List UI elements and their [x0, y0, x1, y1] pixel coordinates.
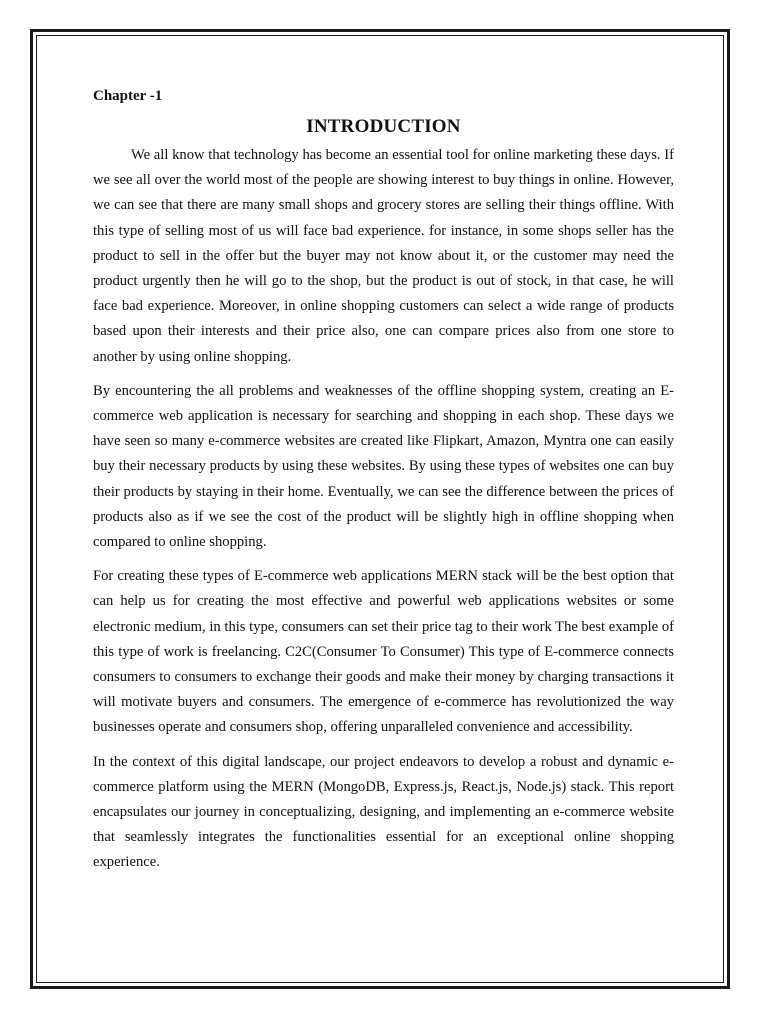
paragraph-4: In the context of this digital landscape, our project endeavors to develop a robust and dynamic e-commerce platform using the MERN (MongoDB, Express.js, React.js, Node.js) stack. This report encapsulates our journey in conceptualizing, designing, and implementing an e-commerce website that seamlessly integrates the functionalities essential for an exceptional online shopping experience.	[93, 753, 674, 871]
paragraph-1: We all know that technology has become an essential tool for online marketing these days. If we see all over the world most of the people are showing interest to buy things in online. However, we can see that there are many small shops and grocery stores are selling their things offline. With this type of selling most of us will face bad experience. for instance, in some shops seller has the product to sell in the offer but the buyer may not know about it, or the customer may need the product urgently then he will go to the shop, but the product is out of stock, in that case, he will face bad experience. Moreover, in online shopping customers can select a wide range of products based upon their interests and their price also, one can compare prices also from one store to another by using online shopping.	[93, 147, 674, 365]
chapter-title: INTRODUCTION	[306, 116, 461, 137]
page-content	[93, 86, 674, 885]
chapter-label: Chapter -1	[93, 88, 163, 104]
paragraph-3: For creating these types of E-commerce web applications MERN stack will be the best option that can help us for creating the most effective and powerful web applications websites or some electronic medium, in this type, consumers can set their price tag to their work The best example of this type of work is freelancing. C2C(Consumer To Consumer) This type of E-commerce connects consumers to consumers to exchange their goods and make their money by charging transactions it will motivate buyers and consumers. The emergence of e-commerce has revolutionized the way businesses operate and consumers shop, offering unparalleled convenience and accessibility.	[93, 568, 674, 736]
paragraph-2: By encountering the all problems and weaknesses of the offline shopping system, creating an E-commerce web application is necessary for searching and shopping in each shop. These days we have seen so many e-commerce websites are created like Flipkart, Amazon, Myntra one can easily buy their necessary products by using these websites. By using these types of websites one can buy their products by staying in their home. Eventually, we can see the difference between the prices of products also as if we see the cost of the product will be slightly high in offline shopping when compared to online shopping.	[93, 382, 674, 551]
